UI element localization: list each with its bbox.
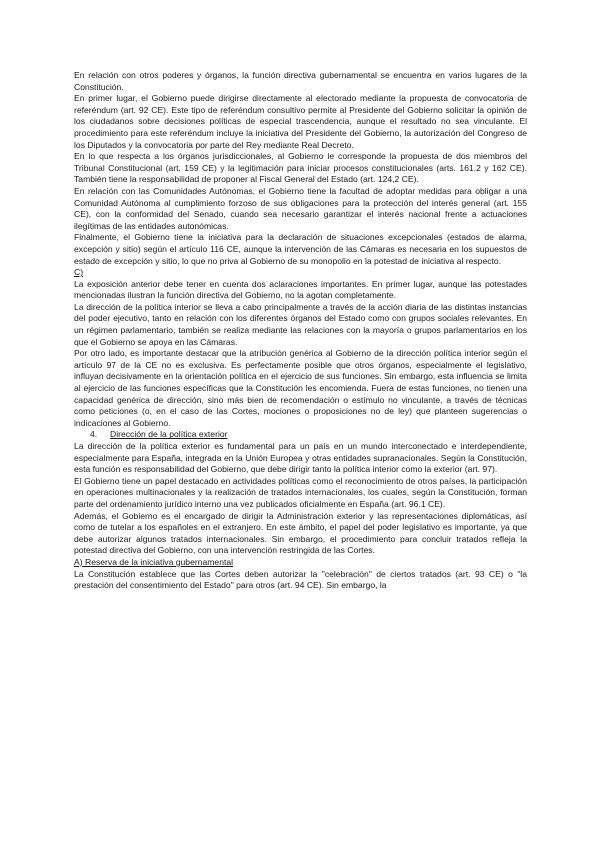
- paragraph: Finalmente, el Gobierno tiene la iniciativa para la declaración de situaciones excepcionales (estados de alarma, excepción y sitio) según el artículo 116 CE, aunque la intervención de las Cámaras es necesaria en los supuestos de estado de excepción y sitio, lo que no priva al Gobierno de su monopolio en la potestad de iniciativa al respecto.: [74, 232, 527, 266]
- paragraph: El Gobierno tiene un papel destacado en actividades políticas como el reconocimiento de otros países, la participación en operaciones multinacionales y la realización de tratados internacionales, los cuales, según la Constitución, forman parte del ordenamiento jurídico interno una vez publicados oficialmente en España (art. 96.1 CE).: [74, 475, 527, 509]
- paragraph: La Constitución establece que las Cortes deben autorizar la "celebración" de ciertos tratados (art. 93 CE) o "la prestación del consentimiento del Estado" para otros (art. 94 CE). Sin embargo, la: [74, 568, 527, 591]
- paragraph: La exposición anterior debe tener en cuenta dos aclaraciones importantes. En primer lugar, aunque las potestades mencionadas ilustran la función directiva del Gobierno, no la agotan completamente.: [74, 278, 527, 301]
- section-heading-c: C): [74, 267, 84, 278]
- paragraph: En relación con las Comunidades Autónomas, el Gobierno tiene la facultad de adoptar medidas para obligar a una Comunidad Autónoma al cumplimiento forzoso de sus obligaciones para la protección del interés general (art. 155 CE), con la conformidad del Senado, cuando sea necesario garantizar el interés nacional frente a actuaciones ilegítimas de las entidades autonómicas.: [74, 185, 527, 231]
- paragraph: En relación con otros poderes y órganos, la función directiva gubernamental se encuentra en varios lugares de la Constitución.: [74, 70, 527, 92]
- section-heading-4: [74, 429, 527, 441]
- heading-number: 4.: [90, 429, 98, 440]
- paragraph: La dirección de la política exterior es fundamental para un país en un mundo interconectado e interdependiente, especialmente para España, integrada en la Unión Europea y otras entidades supranacionales. Según la Constitución, esta función es responsabilidad del Gobierno, que debe dirigir tanto la política interior como la exterior (art. 97).: [74, 441, 527, 475]
- heading-title: Dirección de la política exterior: [110, 429, 228, 440]
- paragraph: En lo que respecta a los órganos jurisdiccionales, al Gobierno le corresponde la propuesta de dos miembros del Tribunal Constitucional (art. 159 CE) y la legitimación para iniciar procesos constitucionales (arts. 161.2 y 162 CE). También tiene la responsabilidad de proponer al Fiscal General del Estado (art. 124,2 CE).: [74, 151, 527, 185]
- paragraph: La dirección de la política interior se lleva a cabo principalmente a través de la acción diaria de las distintas instancias del poder ejecutivo, tanto en relación con los diferentes órganos del Estado como con grupos sociales relevantes. En un régimen parlamentario, también se realiza mediante las relaciones con la mayoría o grupos parlamentarios en los que el Gobierno se apoya en las Cámaras.: [74, 301, 527, 347]
- paragraph: Además, el Gobierno es el encargado de dirigir la Administración exterior y las representaciones diplomáticas, así como de tutelar a los españoles en el extranjero. En este ámbito, el papel del poder legislativo es importante, ya que debe autorizar algunos tratados internacionales. Sin embargo, el procedimiento para concluir tratados refleja la potestad directiva del Gobierno, con una intervención restringida de las Cortes.: [74, 510, 527, 556]
- section-heading-a: A) Reserva de la iniciativa gubernamental: [74, 556, 234, 567]
- paragraph: En primer lugar, el Gobierno puede dirigirse directamente al electorado mediante la propuesta de convocatoria de referéndum (art. 92 CE). Este tipo de referéndum consultivo permite al Presidente del Gobierno solicitar la opinión de los ciudadanos sobre decisiones políticas de especial trascendencia, aunque el resultado no sea vinculante. El procedimiento para este referéndum incluye la iniciativa del Presidente del Gobierno, la autorización del Congreso de los Diputados y la convocatoria por parte del Rey mediante Real Decreto.: [74, 93, 527, 150]
- paragraph: Por otro lado, es importante destacar que la atribución genérica al Gobierno de la dirección política interior según el artículo 97 de la CE no es exclusiva. Es perfectamente posible que otros órganos, especialmente el legislativo, influyan decisivamente en la orientación política en el ejercicio de sus funciones. Sin embargo, esta influencia se limita al ejercicio de las funciones específicas que la Constitución les encomienda. Fuera de estas funciones, no tienen una capacidad genérica de dirección, sino más bien de recomendación o estímulo no vinculante, a través de técnicas como peticiones (o, en el caso de las Cortes, mociones o proposiciones no de ley) que planteen sugerencias o indicaciones al Gobierno.: [74, 348, 527, 428]
